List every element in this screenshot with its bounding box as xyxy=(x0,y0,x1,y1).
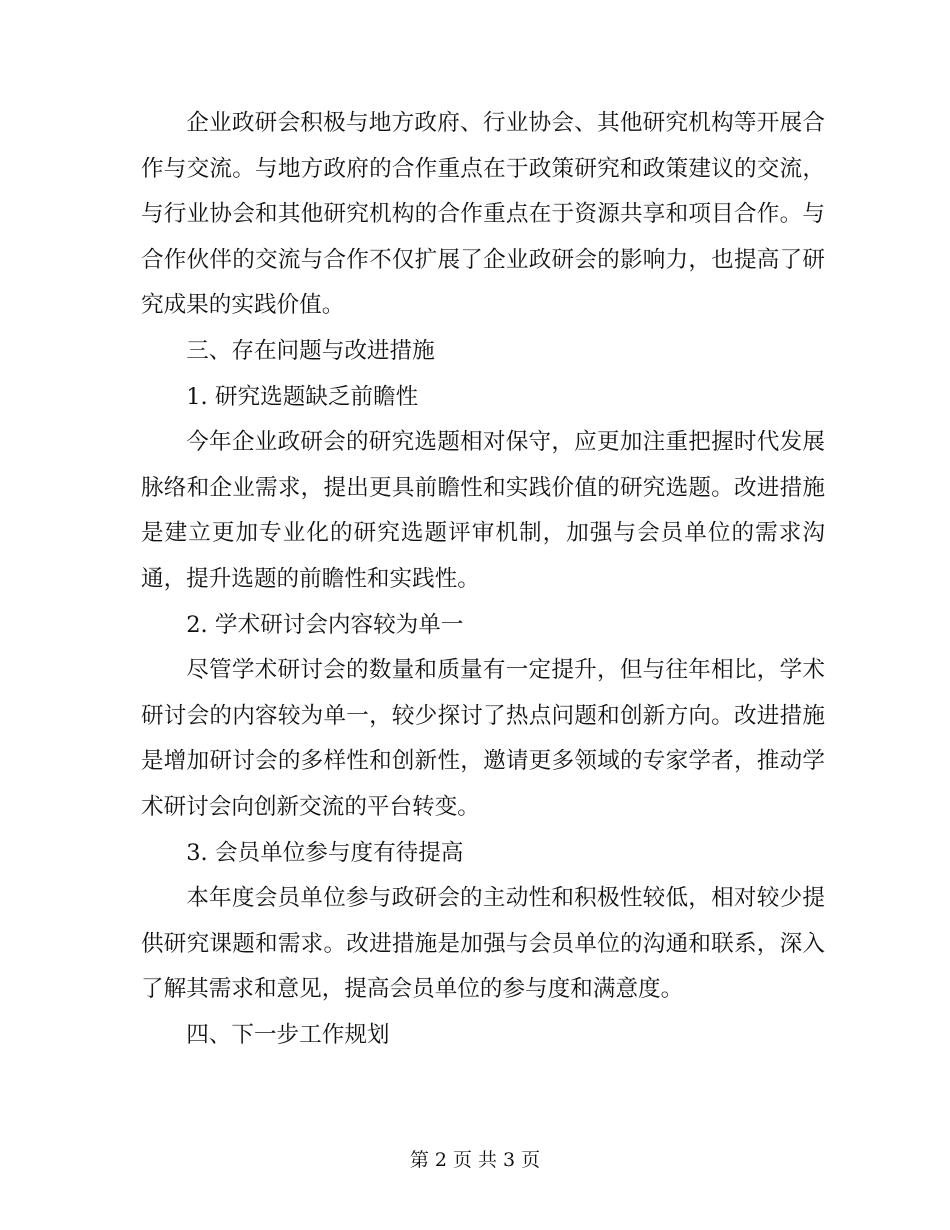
page-number-footer: 第 2 页 共 3 页 xyxy=(409,1149,541,1171)
paragraph-member-participation: 本年度会员单位参与政研会的主动性和积极性较低，相对较少提供研究课题和需求。改进措施是加强与会员单位的沟通和联系，深入了解其需求和意见，提高会员单位的参与度和满意度。 xyxy=(141,885,825,1003)
paragraph-seminar-content: 尽管学术研讨会的数量和质量有一定提升，但与往年相比，学术研讨会的内容较为单一，较少探讨了热点问题和创新方向。改进措施是增加研讨会的多样性和创新性，邀请更多领域的专家学者，推动学术研讨会向创新交流的平台转变。 xyxy=(141,657,825,820)
paragraph-topic-foresight: 今年企业政研会的研究选题相对保守，应更加注重把握时代发展脉络和企业需求，提出更具前瞻性和实践价值的研究选题。改进措施是建立更加专业化的研究选题评审机制，加强与会员单位的需求沟通，提升选题的前瞻性和实践性。 xyxy=(141,429,825,592)
section-heading-next-plan: 四、下一步工作规划 xyxy=(186,1021,390,1048)
paragraph-cooperation: 企业政研会积极与地方政府、行业协会、其他研究机构等开展合作与交流。与地方政府的合作重点在于政策研究和政策建议的交流，与行业协会和其他研究机构的合作重点在于资源共享和项目合作。与合作伙伴的交流与合作不仅扩展了企业政研会的影响力，也提高了研究成果的实践价值。 xyxy=(141,110,825,319)
subheading-member-participation: 3. 会员单位参与度有待提高 xyxy=(186,839,464,866)
section-heading-problems: 三、存在问题与改进措施 xyxy=(186,337,435,364)
document-body xyxy=(141,101,825,1058)
subheading-seminar-content: 2. 学术研讨会内容较为单一 xyxy=(186,611,464,638)
subheading-topic-foresight: 1. 研究选题缺乏前瞻性 xyxy=(186,383,419,410)
